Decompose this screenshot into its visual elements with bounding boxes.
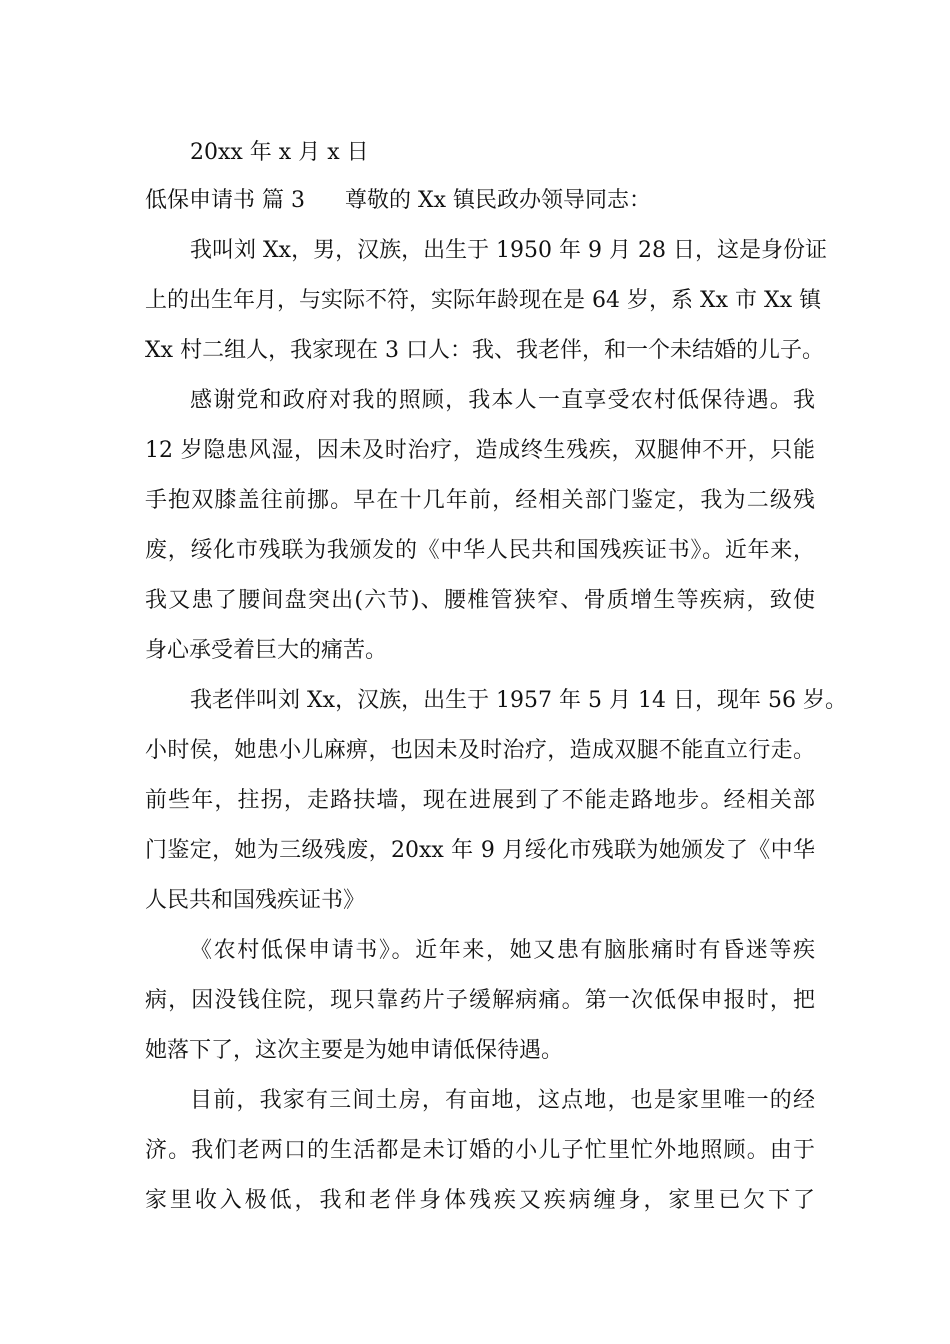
salutation: 尊敬的 Xx 镇民政办领导同志：	[344, 188, 652, 213]
paragraph-3-line-4: 门鉴定，她为三级残废，20xx 年 9 月绥化市残联为她颁发了《中华	[145, 838, 815, 863]
paragraph-2-line-1: 感谢党和政府对我的照顾，我本人一直享受农村低保待遇。我	[190, 388, 815, 413]
paragraph-2-line-4: 废，绥化市残联为我颁发的《中华人民共和国残疾证书》。近年来，	[145, 538, 815, 563]
paragraph-5-line-3: 家里收入极低，我和老伴身体残疾又疾病缠身，家里已欠下了	[145, 1188, 815, 1213]
paragraph-3-line-1: 我老伴叫刘 Xx，汉族，出生于 1957 年 5 月 14 日，现年 56 岁。	[190, 688, 847, 713]
paragraph-2-line-5: 我又患了腰间盘突出(六节)、腰椎管狭窄、骨质增生等疾病，致使	[145, 588, 815, 613]
paragraph-1-line-2: 上的出生年月，与实际不符，实际年龄现在是 64 岁，系 Xx 市 Xx 镇	[145, 288, 822, 313]
paragraph-5-line-1: 目前，我家有三间土房，有亩地，这点地，也是家里唯一的经	[190, 1088, 815, 1113]
heading-line	[145, 186, 651, 216]
paragraph-2-line-3: 手抱双膝盖往前挪。早在十几年前，经相关部门鉴定，我为二级残	[145, 488, 815, 513]
paragraph-5-line-2: 济。我们老两口的生活都是未订婚的小儿子忙里忙外地照顾。由于	[145, 1138, 815, 1163]
paragraph-3-line-5: 人民共和国残疾证书》	[145, 888, 366, 913]
section-title: 低保申请书 篇 3	[145, 188, 305, 213]
paragraph-1-line-1: 我叫刘 Xx，男，汉族，出生于 1950 年 9 月 28 日，这是身份证	[190, 238, 828, 263]
paragraph-3-line-2: 小时侯，她患小儿麻痹，也因未及时治疗，造成双腿不能直立行走。	[145, 738, 815, 763]
paragraph-1-line-3: Xx 村二组人，我家现在 3 口人：我、我老伴，和一个未结婚的儿子。	[145, 338, 825, 363]
paragraph-2-line-2: 12 岁隐患风湿，因未及时治疗，造成终生残疾，双腿伸不开，只能	[145, 438, 815, 463]
paragraph-4-line-2: 病，因没钱住院，现只靠药片子缓解病痛。第一次低保申报时，把	[145, 988, 815, 1013]
paragraph-4-line-3: 她落下了，这次主要是为她申请低保待遇。	[145, 1038, 564, 1063]
paragraph-4-line-1: 《农村低保申请书》。近年来，她又患有脑胀痛时有昏迷等疾	[190, 938, 815, 963]
paragraph-3-line-3: 前些年，拄拐，走路扶墙，现在进展到了不能走路地步。经相关部	[145, 788, 815, 813]
date-line: 20xx 年 x 月 x 日	[190, 140, 369, 165]
paragraph-2-line-6: 身心承受着巨大的痛苦。	[145, 638, 388, 663]
